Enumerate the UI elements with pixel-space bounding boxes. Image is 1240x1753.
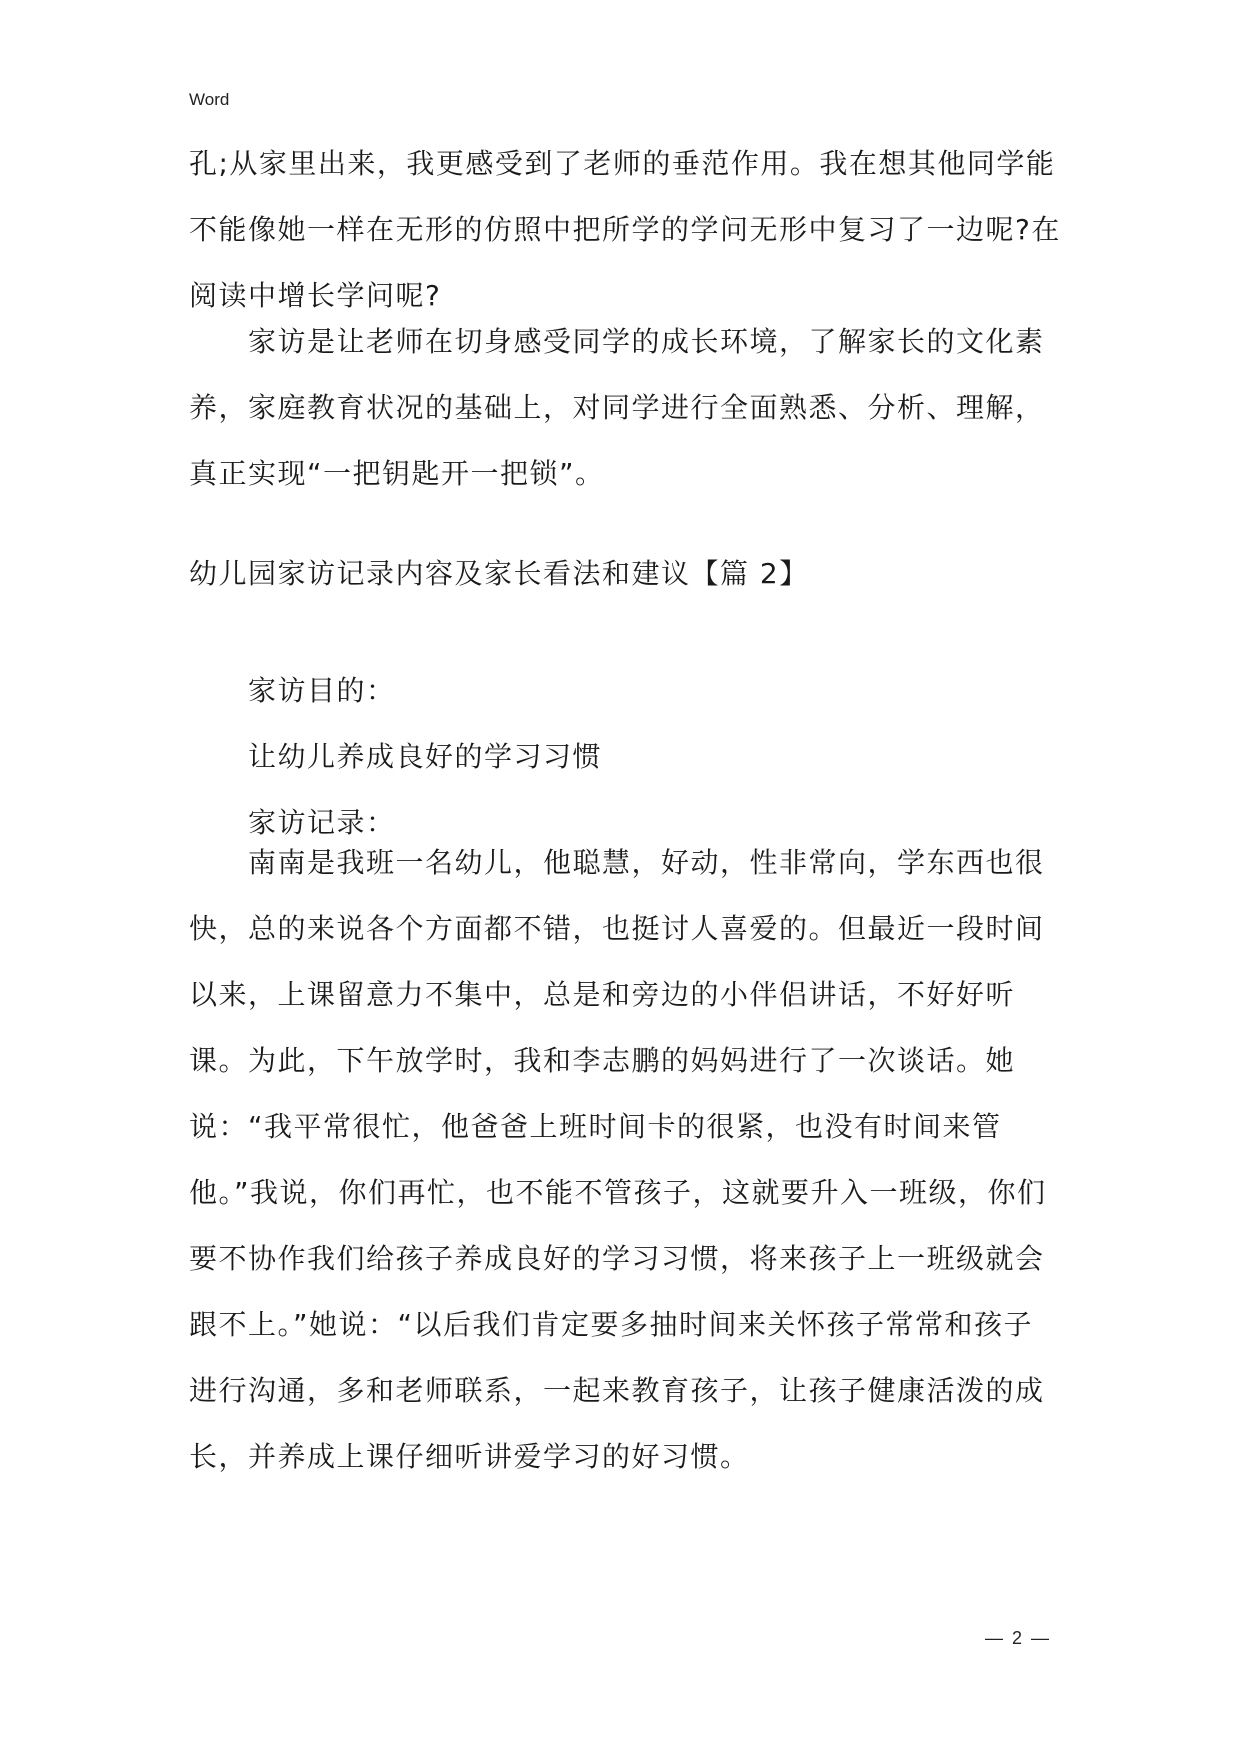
page-number: — 2 — (984, 1628, 1051, 1648)
text-line: 南南是我班一名幼儿，他聪慧，好动，性非常向，学东西也很 (248, 846, 1045, 879)
text-line: 他。”我说，你们再忙，也不能不管孩子，这就要升入一班级，你们 (189, 1176, 1047, 1209)
section-title (189, 541, 1061, 607)
text-line: 孔;从家里出来，我更感受到了老师的垂范作用。我在想其他同学能 (189, 147, 1056, 180)
text-line: 不能像她一样在无形的仿照中把所学的学问无形中复习了一边呢?在 (189, 213, 1061, 246)
text-line: 以来，上课留意力不集中，总是和旁边的小伴侣讲话，不好好听 (189, 978, 1016, 1011)
page-header: Word (189, 90, 230, 109)
text-line: 进行沟通，多和老师联系，一起来教育孩子，让孩子健康活泼的成 (189, 1374, 1045, 1407)
visit-info-block (189, 658, 1061, 856)
purpose-text: 让幼儿养成良好的学习习惯 (248, 740, 603, 773)
paragraph-visit-record (189, 830, 1061, 1490)
text-line: 家访是让老师在切身感受同学的成长环境，了解家长的文化素 (248, 325, 1045, 358)
text-line: 课。为此，下午放学时，我和李志鹏的妈妈进行了一次谈话。她 (189, 1044, 1016, 1077)
paragraph-home-visit-purpose (189, 309, 1061, 507)
text-line: 跟不上。”她说：“以后我们肯定要多抽时间来关怀孩子常常和孩子 (189, 1308, 1034, 1341)
record-label: 家访记录： (248, 806, 396, 839)
purpose-label: 家访目的： (248, 674, 396, 707)
text-line: 要不协作我们给孩子养成良好的学习习惯，将来孩子上一班级就会 (189, 1242, 1045, 1275)
section-title-text: 幼儿园家访记录内容及家长看法和建议【篇 2】 (189, 557, 809, 590)
text-line: 快，总的来说各个方面都不错，也挺讨人喜爱的。但最近一段时间 (189, 912, 1045, 945)
text-line: 长，并养成上课仔细听讲爱学习的好习惯。 (189, 1440, 750, 1473)
paragraph-continued (189, 131, 1061, 329)
text-line: 说：“我平常很忙，他爸爸上班时间卡的很紧，也没有时间来管 (189, 1110, 1002, 1143)
text-line: 阅读中增长学问呢? (189, 279, 442, 312)
text-line: 真正实现“一把钥匙开一把锁”。 (189, 457, 605, 490)
text-line: 养，家庭教育状况的基础上，对同学进行全面熟悉、分析、理解， (189, 391, 1045, 424)
